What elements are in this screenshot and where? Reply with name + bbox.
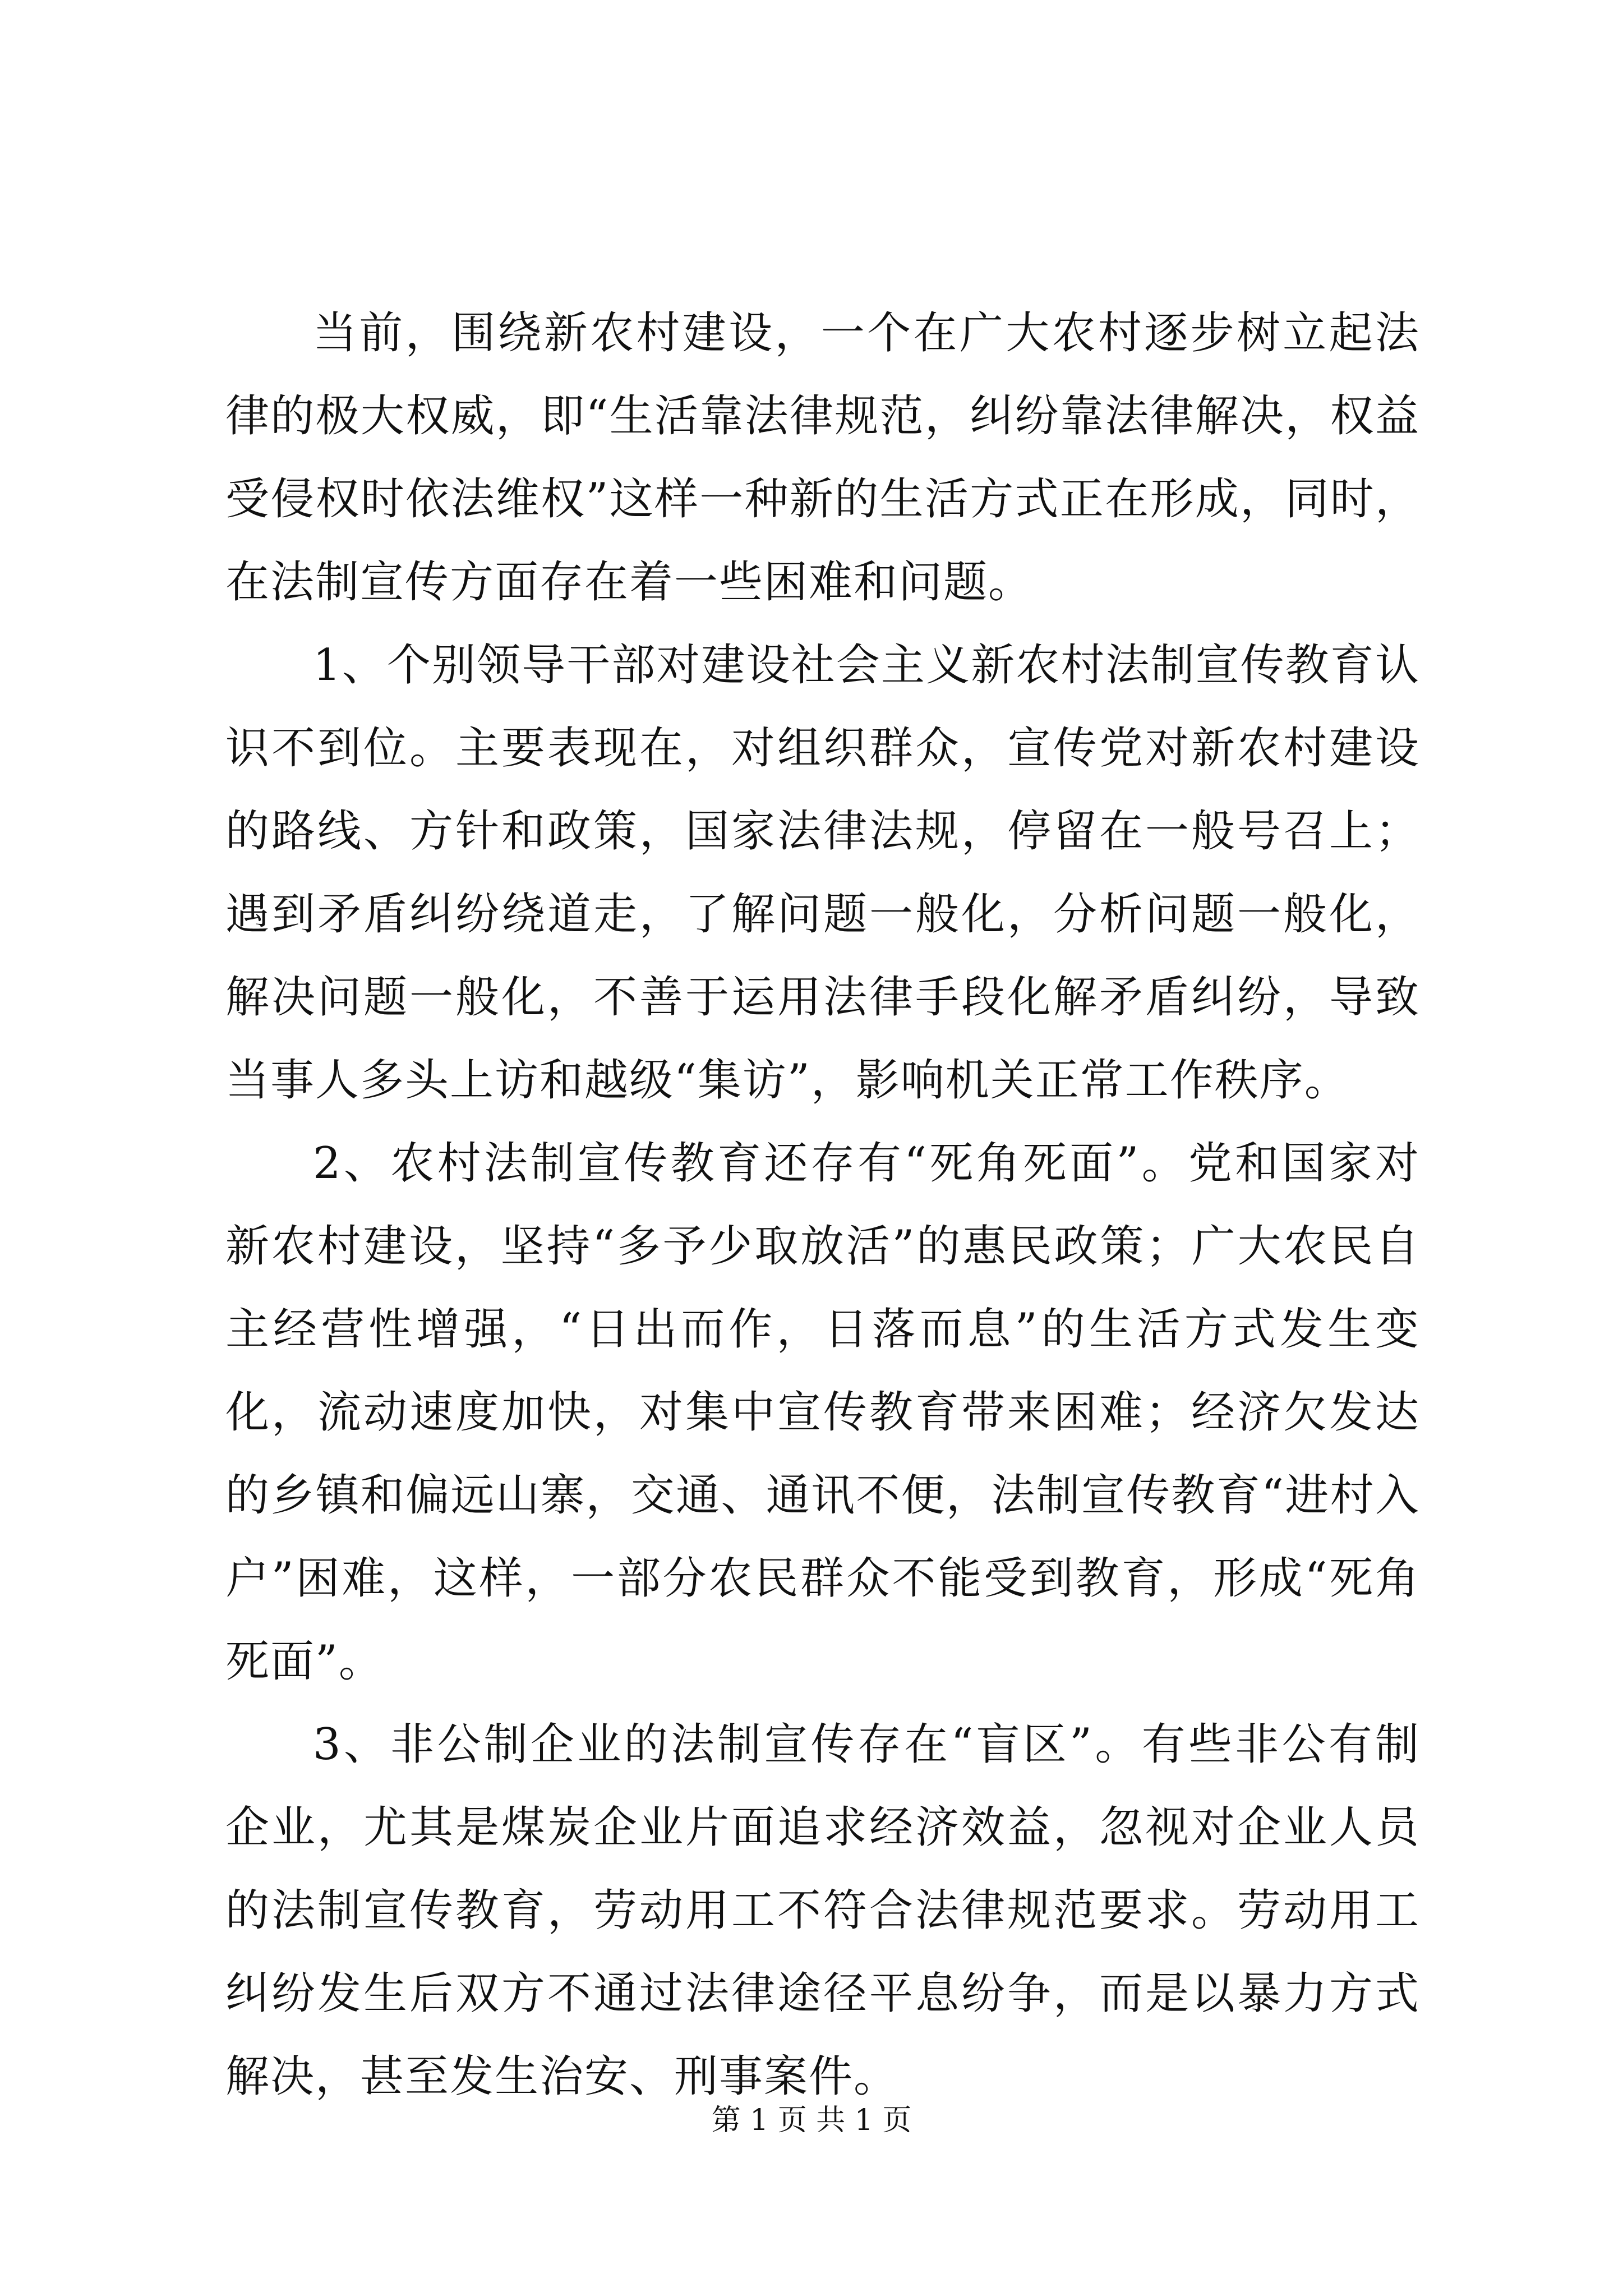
page-footer: 第 1 页 共 1 页 xyxy=(711,2104,912,2137)
paragraph-intro: 当前，围绕新农村建设，一个在广大农村逐步树立起法律的极大权威，即“生活靠法律规范，纠纷靠法律解决，权益受侵权时依法维权”这样一种新的生活方式正在形成，同时，在法制宣传方面存在着一些困难和问题。 xyxy=(225,308,1420,608)
paragraph-point-3: 3、非公制企业的法制宣传存在“盲区”。有些非公有制企业，尤其是煤炭企业片面追求经济效益，忽视对企业人员的法制宣传教育，劳动用工不符合法律规范要求。劳动用工纠纷发生后双方不通过法律途径平息纷争，而是以暴力方式解决，甚至发生治安、刑事案件。 xyxy=(225,1719,1420,2102)
document-body xyxy=(225,292,1420,2118)
paragraph-point-2: 2、农村法制宣传教育还存有“死角死面”。党和国家对新农村建设，坚持“多予少取放活”的惠民政策；广大农民自主经营性增强，“日出而作，日落而息”的生活方式发生变化，流动速度加快，对集中宣传教育带来困难；经济欠发达的乡镇和偏远山寨，交通、通讯不便，法制宣传教育“进村入户”困难，这样，一部分农民群众不能受到教育，形成“死角死面”。 xyxy=(225,1138,1420,1687)
paragraph-point-1: 1、个别领导干部对建设社会主义新农村法制宣传教育认识不到位。主要表现在，对组织群众，宣传党对新农村建设的路线、方针和政策，国家法律法规，停留在一般号召上；遇到矛盾纠纷绕道走，了解问题一般化，分析问题一般化，解决问题一般化，不善于运用法律手段化解矛盾纠纷，导致当事人多头上访和越级“集访”，影响机关正常工作秩序。 xyxy=(225,640,1420,1106)
